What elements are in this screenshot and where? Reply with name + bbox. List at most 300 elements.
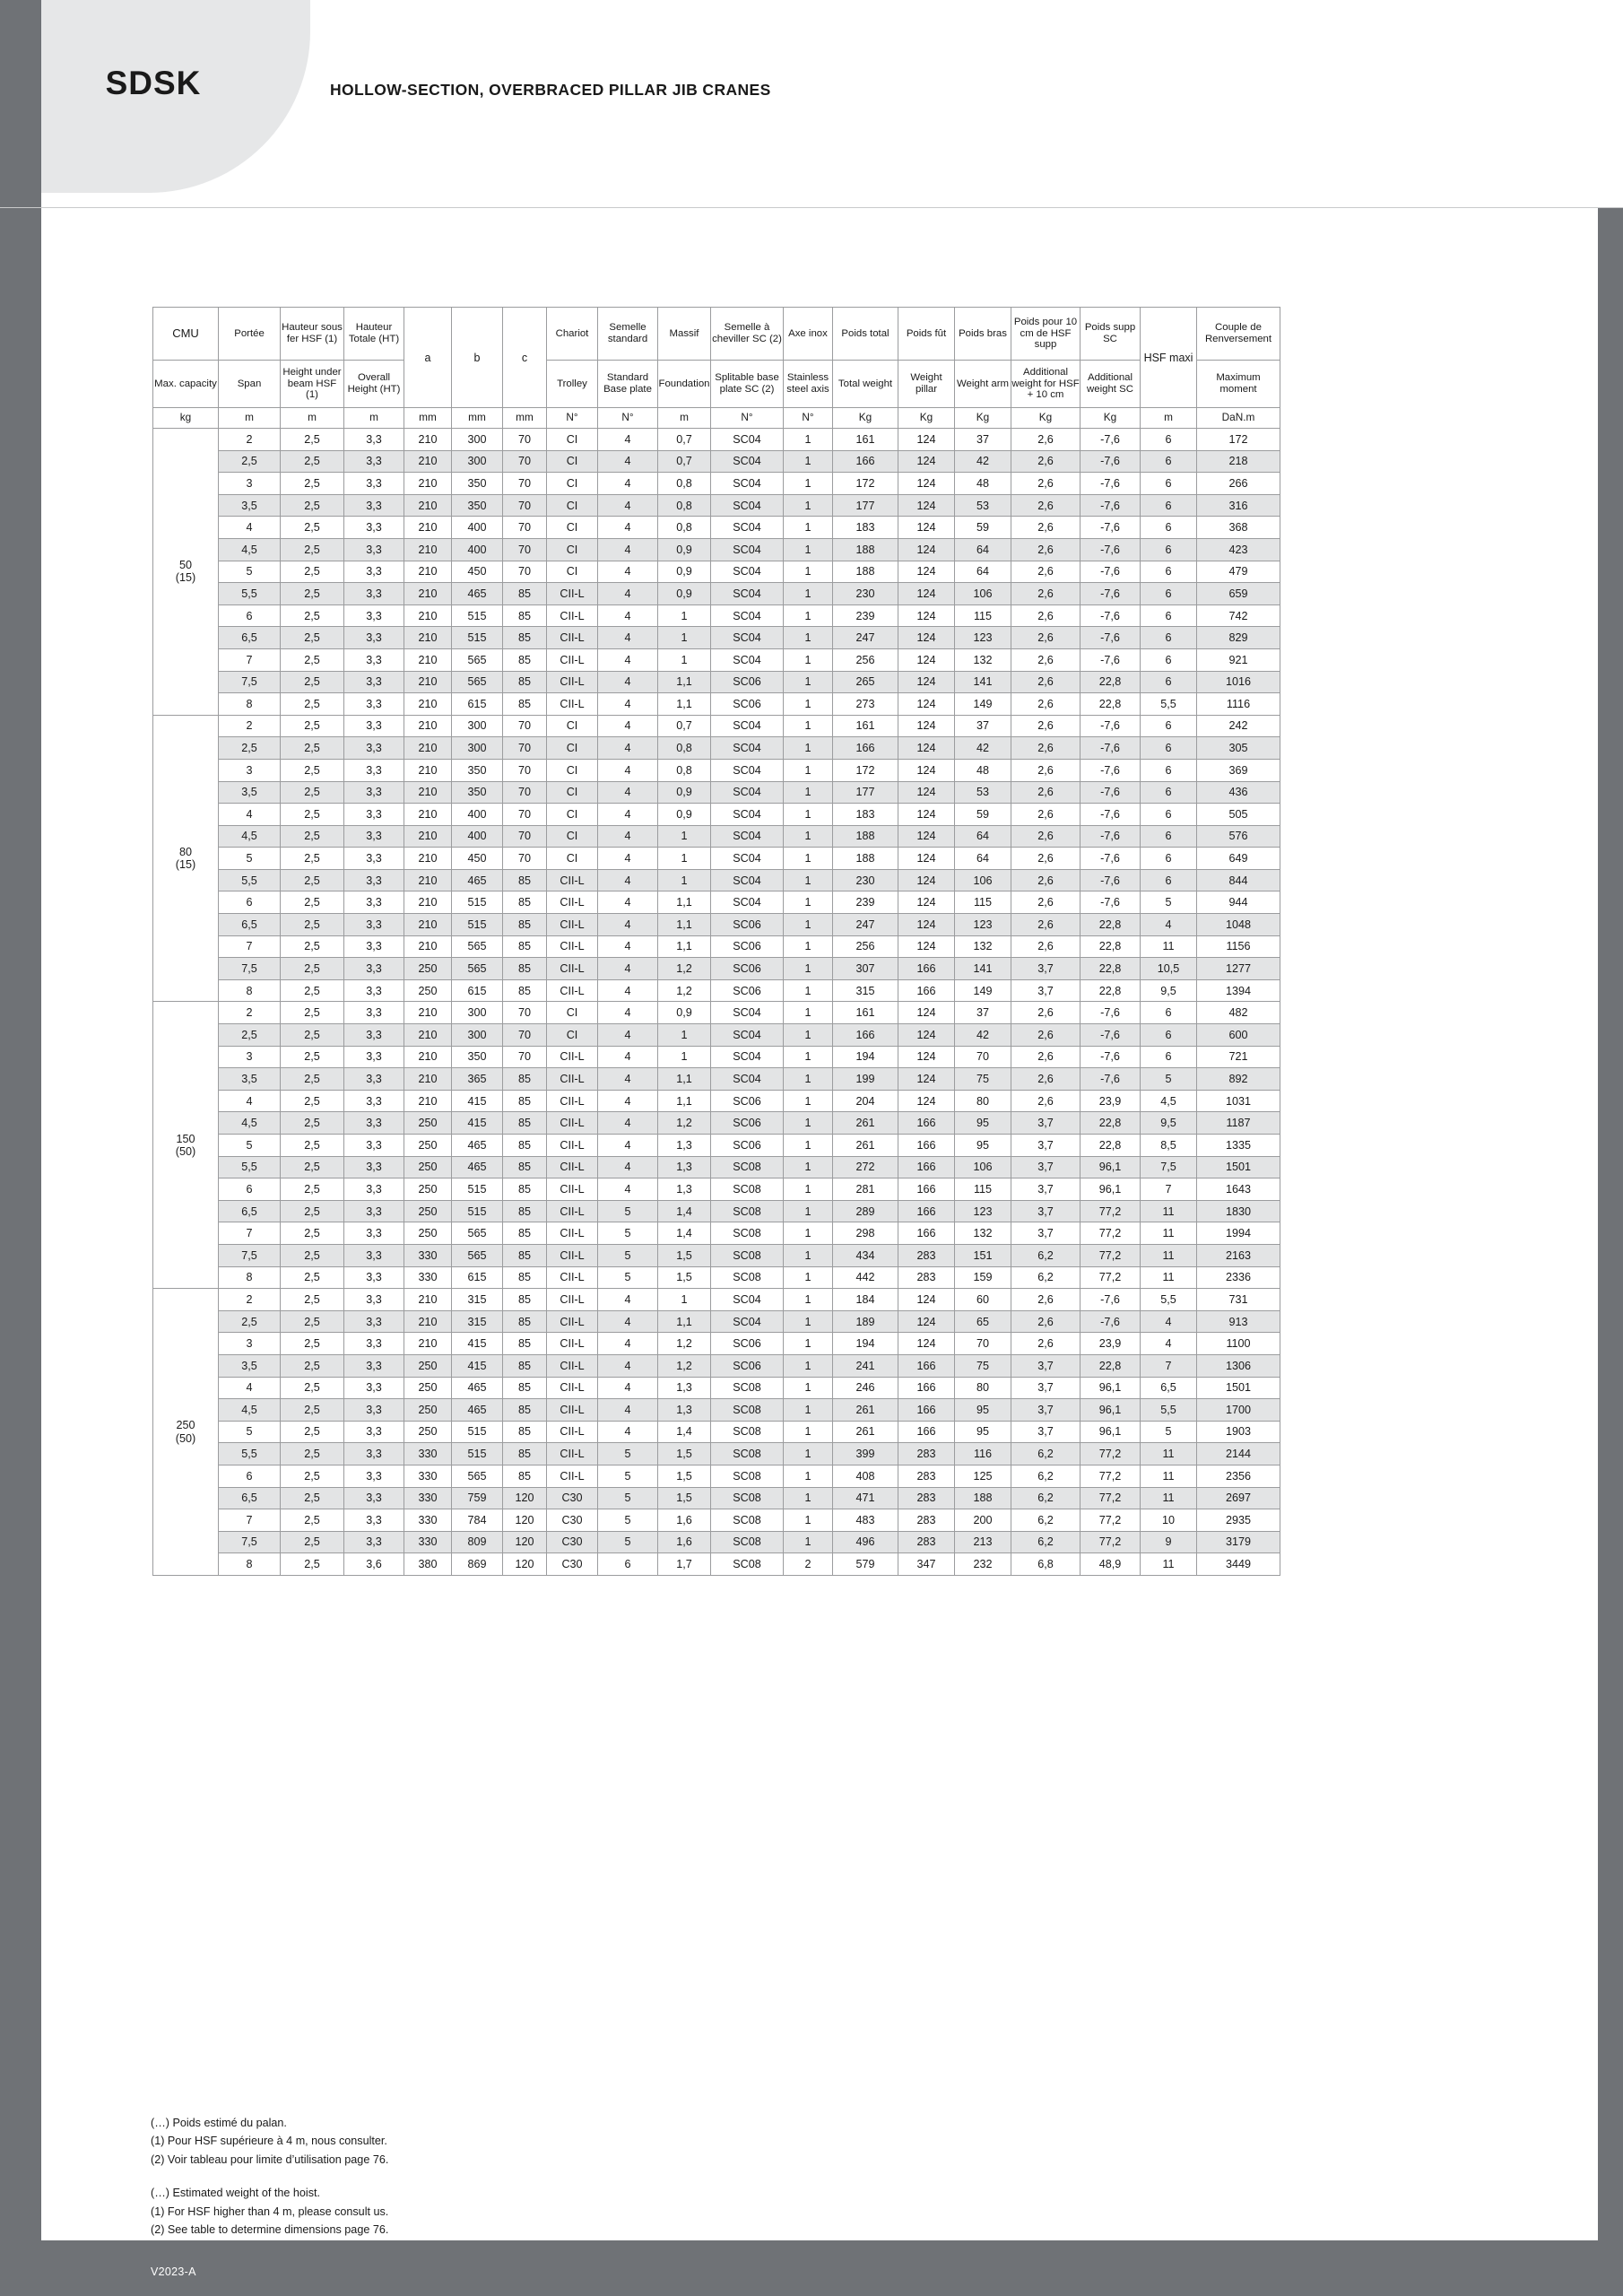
cell-additional-weight-hsf: 3,7 [1011, 1222, 1081, 1245]
cell-total-weight: 188 [833, 825, 898, 848]
cell-base-plate: 4 [598, 759, 658, 781]
cell-weight-arm: 95 [955, 1112, 1011, 1135]
cell-trolley: CII-L [547, 958, 598, 980]
cell-total-weight: 166 [833, 450, 898, 473]
version-label: V2023-A [151, 2266, 196, 2278]
cell-c: 85 [503, 1289, 547, 1311]
cell-span: 4 [219, 1377, 281, 1399]
cell-b: 515 [452, 1421, 503, 1443]
cell-maximum-moment: 1277 [1197, 958, 1280, 980]
cell-maximum-moment: 1031 [1197, 1090, 1280, 1112]
cell-weight-arm: 115 [955, 891, 1011, 914]
cell-span: 6 [219, 1465, 281, 1487]
cell-hsf-maxi: 4 [1141, 1310, 1197, 1333]
cell-a: 210 [404, 561, 452, 583]
cell-hsf-maxi: 8,5 [1141, 1135, 1197, 1157]
th-en-weight-arm: Weight arm [955, 361, 1011, 408]
cell-additional-weight-sc: -7,6 [1081, 1024, 1141, 1047]
cell-hsf: 2,5 [281, 494, 344, 517]
cell-foundation: 1,1 [658, 693, 711, 716]
cell-additional-weight-sc: -7,6 [1081, 450, 1141, 473]
cell-hsf-maxi: 5 [1141, 1421, 1197, 1443]
cell-span: 7 [219, 648, 281, 671]
cell-maximum-moment: 482 [1197, 1002, 1280, 1024]
table-row [153, 1399, 1280, 1422]
th-fr-semelle: Semelle standard [598, 308, 658, 361]
left-margin-bar [0, 208, 41, 2241]
cell-total-weight: 399 [833, 1443, 898, 1465]
cell-additional-weight-sc: -7,6 [1081, 825, 1141, 848]
cell-hsf-maxi: 11 [1141, 935, 1197, 958]
cell-overall-height: 3,3 [344, 1310, 404, 1333]
cell-weight-arm: 48 [955, 759, 1011, 781]
cell-hsf: 2,5 [281, 1310, 344, 1333]
cell-splitable-base-plate: SC06 [711, 1112, 784, 1135]
cell-base-plate: 4 [598, 604, 658, 627]
table-row [153, 869, 1280, 891]
cell-total-weight: 298 [833, 1222, 898, 1245]
cell-trolley: CI [547, 848, 598, 870]
cell-maximum-moment: 659 [1197, 583, 1280, 605]
cell-base-plate: 4 [598, 1289, 658, 1311]
cell-stainless-axis: 1 [784, 1443, 833, 1465]
cell-additional-weight-hsf: 2,6 [1011, 473, 1081, 495]
cell-maximum-moment: 1306 [1197, 1354, 1280, 1377]
cell-trolley: CI [547, 561, 598, 583]
cell-weight-pillar: 124 [898, 648, 955, 671]
cell-overall-height: 3,3 [344, 935, 404, 958]
cell-overall-height: 3,3 [344, 1178, 404, 1201]
cell-c: 85 [503, 1310, 547, 1333]
cell-hsf-maxi: 6,5 [1141, 1377, 1197, 1399]
table-row [153, 538, 1280, 561]
cell-hsf: 2,5 [281, 1178, 344, 1201]
cell-hsf-maxi: 6 [1141, 671, 1197, 693]
note-fr-0: (…) Poids estimé du palan. [151, 2117, 287, 2129]
cell-maximum-moment: 600 [1197, 1024, 1280, 1047]
unit-m-hsf: m [281, 408, 344, 429]
cell-span: 3,5 [219, 1068, 281, 1091]
table-row [153, 1266, 1280, 1289]
cell-base-plate: 6 [598, 1553, 658, 1576]
cell-weight-pillar: 124 [898, 914, 955, 936]
cell-additional-weight-sc: 22,8 [1081, 914, 1141, 936]
cell-maximum-moment: 2144 [1197, 1443, 1280, 1465]
cell-a: 210 [404, 1333, 452, 1355]
cell-trolley: CI [547, 737, 598, 760]
cell-weight-pillar: 283 [898, 1244, 955, 1266]
cell-total-weight: 194 [833, 1333, 898, 1355]
cell-additional-weight-hsf: 2,6 [1011, 429, 1081, 451]
cell-overall-height: 3,3 [344, 715, 404, 737]
cell-stainless-axis: 1 [784, 1090, 833, 1112]
cell-base-plate: 4 [598, 804, 658, 826]
cell-base-plate: 5 [598, 1465, 658, 1487]
cell-base-plate: 4 [598, 473, 658, 495]
header-row-en [153, 361, 1280, 408]
cell-hsf: 2,5 [281, 693, 344, 716]
cell-stainless-axis: 1 [784, 604, 833, 627]
unit-no-baseplate: N° [598, 408, 658, 429]
cell-foundation: 1 [658, 604, 711, 627]
capacity-group-label: 50 (15) [153, 429, 219, 716]
cell-hsf: 2,5 [281, 1421, 344, 1443]
cell-weight-pillar: 166 [898, 1156, 955, 1178]
cell-weight-pillar: 283 [898, 1487, 955, 1509]
table-row [153, 693, 1280, 716]
cell-hsf-maxi: 11 [1141, 1222, 1197, 1245]
cell-foundation: 1,5 [658, 1465, 711, 1487]
cell-additional-weight-hsf: 2,6 [1011, 1310, 1081, 1333]
cell-maximum-moment: 1156 [1197, 935, 1280, 958]
cell-hsf-maxi: 7,5 [1141, 1156, 1197, 1178]
cell-b: 615 [452, 979, 503, 1002]
cell-b: 515 [452, 891, 503, 914]
cell-weight-pillar: 124 [898, 1289, 955, 1311]
cell-overall-height: 3,3 [344, 1531, 404, 1553]
cell-additional-weight-sc: 22,8 [1081, 1354, 1141, 1377]
cell-maximum-moment: 892 [1197, 1068, 1280, 1091]
cell-weight-arm: 141 [955, 958, 1011, 980]
cell-additional-weight-hsf: 2,6 [1011, 914, 1081, 936]
cell-b: 615 [452, 1266, 503, 1289]
cell-hsf: 2,5 [281, 561, 344, 583]
cell-additional-weight-hsf: 2,6 [1011, 1046, 1081, 1068]
th-b: b [452, 308, 503, 408]
cell-stainless-axis: 1 [784, 737, 833, 760]
th-c: c [503, 308, 547, 408]
cell-a: 210 [404, 825, 452, 848]
cell-hsf: 2,5 [281, 429, 344, 451]
cell-splitable-base-plate: SC06 [711, 671, 784, 693]
cell-b: 450 [452, 561, 503, 583]
cell-trolley: CII-L [547, 1112, 598, 1135]
cell-additional-weight-sc: -7,6 [1081, 627, 1141, 649]
th-en-maximum-moment: Maximum moment [1197, 361, 1280, 408]
cell-additional-weight-sc: 22,8 [1081, 1135, 1141, 1157]
cell-trolley: CI [547, 1002, 598, 1024]
cell-c: 85 [503, 1135, 547, 1157]
cell-base-plate: 5 [598, 1443, 658, 1465]
cell-additional-weight-sc: -7,6 [1081, 429, 1141, 451]
cell-additional-weight-hsf: 3,7 [1011, 1377, 1081, 1399]
table-row [153, 1244, 1280, 1266]
cell-stainless-axis: 1 [784, 869, 833, 891]
cell-trolley: CII-L [547, 627, 598, 649]
cell-additional-weight-hsf: 2,6 [1011, 648, 1081, 671]
header-left-bar [0, 0, 41, 208]
cell-maximum-moment: 2697 [1197, 1487, 1280, 1509]
cell-total-weight: 188 [833, 538, 898, 561]
table-row [153, 1310, 1280, 1333]
cell-base-plate: 4 [598, 517, 658, 539]
cell-additional-weight-sc: -7,6 [1081, 473, 1141, 495]
th-en-span: Span [219, 361, 281, 408]
cell-base-plate: 4 [598, 561, 658, 583]
cell-foundation: 0,8 [658, 473, 711, 495]
cell-span: 5 [219, 1135, 281, 1157]
cell-trolley: CII-L [547, 1046, 598, 1068]
cell-c: 85 [503, 1200, 547, 1222]
cell-additional-weight-hsf: 2,6 [1011, 627, 1081, 649]
cell-total-weight: 261 [833, 1421, 898, 1443]
cell-c: 85 [503, 914, 547, 936]
cell-hsf: 2,5 [281, 1135, 344, 1157]
cell-span: 7,5 [219, 1244, 281, 1266]
table-row [153, 914, 1280, 936]
cell-additional-weight-sc: 96,1 [1081, 1156, 1141, 1178]
cell-additional-weight-sc: -7,6 [1081, 538, 1141, 561]
cell-foundation: 1,2 [658, 1333, 711, 1355]
cell-overall-height: 3,3 [344, 1266, 404, 1289]
cell-trolley: CII-L [547, 1465, 598, 1487]
cell-a: 250 [404, 1377, 452, 1399]
cell-additional-weight-sc: 22,8 [1081, 671, 1141, 693]
cell-weight-pillar: 124 [898, 450, 955, 473]
cell-stainless-axis: 1 [784, 1266, 833, 1289]
cell-splitable-base-plate: SC08 [711, 1443, 784, 1465]
cell-maximum-moment: 844 [1197, 869, 1280, 891]
cell-hsf-maxi: 4,5 [1141, 1090, 1197, 1112]
cell-trolley: CII-L [547, 1178, 598, 1201]
cell-additional-weight-hsf: 2,6 [1011, 494, 1081, 517]
table-row [153, 561, 1280, 583]
cell-stainless-axis: 1 [784, 1465, 833, 1487]
cell-span: 2,5 [219, 1310, 281, 1333]
unit-kg-sc: Kg [1081, 408, 1141, 429]
cell-c: 85 [503, 604, 547, 627]
cell-stainless-axis: 1 [784, 1222, 833, 1245]
cell-foundation: 1 [658, 1289, 711, 1311]
cell-hsf: 2,5 [281, 715, 344, 737]
table-row [153, 781, 1280, 804]
cell-trolley: C30 [547, 1553, 598, 1576]
cell-hsf: 2,5 [281, 958, 344, 980]
table-row [153, 1046, 1280, 1068]
cell-hsf-maxi: 6 [1141, 450, 1197, 473]
cell-span: 6 [219, 891, 281, 914]
cell-a: 210 [404, 1046, 452, 1068]
cell-splitable-base-plate: SC04 [711, 1024, 784, 1047]
cell-overall-height: 3,3 [344, 759, 404, 781]
cell-c: 70 [503, 450, 547, 473]
cell-stainless-axis: 1 [784, 627, 833, 649]
cell-trolley: C30 [547, 1509, 598, 1532]
spec-table-wrapper [152, 307, 1280, 1576]
cell-c: 70 [503, 781, 547, 804]
cell-b: 350 [452, 473, 503, 495]
table-row [153, 979, 1280, 1002]
cell-c: 70 [503, 538, 547, 561]
th-en-trolley: Trolley [547, 361, 598, 408]
cell-weight-arm: 80 [955, 1377, 1011, 1399]
cell-c: 70 [503, 517, 547, 539]
cell-base-plate: 4 [598, 671, 658, 693]
cell-total-weight: 183 [833, 517, 898, 539]
cell-maximum-moment: 3179 [1197, 1531, 1280, 1553]
unit-kg: kg [153, 408, 219, 429]
cell-span: 5,5 [219, 869, 281, 891]
cell-span: 2 [219, 715, 281, 737]
cell-additional-weight-sc: -7,6 [1081, 583, 1141, 605]
cell-foundation: 0,8 [658, 494, 711, 517]
cell-splitable-base-plate: SC04 [711, 825, 784, 848]
cell-span: 6,5 [219, 914, 281, 936]
cell-trolley: C30 [547, 1487, 598, 1509]
cell-b: 415 [452, 1333, 503, 1355]
cell-foundation: 1,5 [658, 1266, 711, 1289]
cell-weight-arm: 149 [955, 979, 1011, 1002]
cell-additional-weight-sc: 22,8 [1081, 935, 1141, 958]
cell-c: 70 [503, 737, 547, 760]
cell-a: 210 [404, 583, 452, 605]
cell-maximum-moment: 3449 [1197, 1553, 1280, 1576]
cell-c: 85 [503, 1354, 547, 1377]
cell-hsf: 2,5 [281, 627, 344, 649]
cell-maximum-moment: 1100 [1197, 1333, 1280, 1355]
cell-a: 210 [404, 935, 452, 958]
cell-hsf-maxi: 11 [1141, 1487, 1197, 1509]
cell-additional-weight-sc: -7,6 [1081, 759, 1141, 781]
cell-foundation: 1,5 [658, 1244, 711, 1266]
cell-overall-height: 3,3 [344, 958, 404, 980]
cell-additional-weight-hsf: 3,7 [1011, 1156, 1081, 1178]
cell-overall-height: 3,3 [344, 1487, 404, 1509]
cell-overall-height: 3,3 [344, 1333, 404, 1355]
cell-total-weight: 230 [833, 869, 898, 891]
cell-hsf: 2,5 [281, 1068, 344, 1091]
cell-foundation: 1,1 [658, 914, 711, 936]
cell-c: 70 [503, 715, 547, 737]
cell-stainless-axis: 1 [784, 1112, 833, 1135]
cell-span: 3,5 [219, 781, 281, 804]
cell-weight-pillar: 124 [898, 604, 955, 627]
cell-b: 869 [452, 1553, 503, 1576]
cell-weight-arm: 106 [955, 1156, 1011, 1178]
cell-trolley: CII-L [547, 648, 598, 671]
table-row [153, 1289, 1280, 1311]
cell-stainless-axis: 1 [784, 891, 833, 914]
cell-maximum-moment: 649 [1197, 848, 1280, 870]
cell-a: 210 [404, 914, 452, 936]
cell-span: 3,5 [219, 494, 281, 517]
cell-total-weight: 161 [833, 715, 898, 737]
cell-additional-weight-hsf: 3,7 [1011, 1421, 1081, 1443]
cell-hsf-maxi: 9 [1141, 1531, 1197, 1553]
note-en-2: (2) See table to determine dimensions page 76. [151, 2222, 389, 2236]
cell-total-weight: 166 [833, 737, 898, 760]
cell-weight-pillar: 166 [898, 1354, 955, 1377]
cell-stainless-axis: 1 [784, 1333, 833, 1355]
cell-c: 85 [503, 1112, 547, 1135]
cell-splitable-base-plate: SC04 [711, 473, 784, 495]
cell-maximum-moment: 505 [1197, 804, 1280, 826]
cell-a: 250 [404, 1178, 452, 1201]
cell-weight-arm: 53 [955, 494, 1011, 517]
cell-base-plate: 4 [598, 1354, 658, 1377]
cell-span: 3,5 [219, 1354, 281, 1377]
cell-additional-weight-hsf: 3,7 [1011, 1200, 1081, 1222]
cell-b: 465 [452, 869, 503, 891]
table-row [153, 627, 1280, 649]
cell-weight-arm: 106 [955, 869, 1011, 891]
cell-hsf: 2,5 [281, 1002, 344, 1024]
cell-a: 250 [404, 1200, 452, 1222]
cell-weight-pillar: 124 [898, 1333, 955, 1355]
cell-total-weight: 408 [833, 1465, 898, 1487]
cell-base-plate: 4 [598, 869, 658, 891]
th-fr-portee: Portée [219, 308, 281, 361]
cell-foundation: 1,1 [658, 935, 711, 958]
cell-splitable-base-plate: SC04 [711, 648, 784, 671]
cell-stainless-axis: 2 [784, 1553, 833, 1576]
cell-trolley: CI [547, 450, 598, 473]
cell-stainless-axis: 1 [784, 914, 833, 936]
cell-additional-weight-hsf: 2,6 [1011, 538, 1081, 561]
cell-c: 85 [503, 1377, 547, 1399]
cell-a: 210 [404, 494, 452, 517]
cell-splitable-base-plate: SC08 [711, 1399, 784, 1422]
cell-weight-pillar: 283 [898, 1509, 955, 1532]
cell-additional-weight-sc: 77,2 [1081, 1465, 1141, 1487]
cell-hsf: 2,5 [281, 737, 344, 760]
th-fr-poids-fut: Poids fût [898, 308, 955, 361]
cell-hsf-maxi: 10,5 [1141, 958, 1197, 980]
th-fr-hsf: Hauteur sous fer HSF (1) [281, 308, 344, 361]
cell-overall-height: 3,3 [344, 450, 404, 473]
cell-additional-weight-sc: 22,8 [1081, 1112, 1141, 1135]
cell-span: 3 [219, 1333, 281, 1355]
th-en-additional-weight-sc: Additional weight SC [1081, 361, 1141, 408]
cell-maximum-moment: 1048 [1197, 914, 1280, 936]
cell-maximum-moment: 305 [1197, 737, 1280, 760]
cell-hsf-maxi: 6 [1141, 538, 1197, 561]
cell-additional-weight-hsf: 3,7 [1011, 1112, 1081, 1135]
cell-hsf: 2,5 [281, 583, 344, 605]
cell-stainless-axis: 1 [784, 1135, 833, 1157]
cell-splitable-base-plate: SC08 [711, 1156, 784, 1178]
cell-splitable-base-plate: SC04 [711, 450, 784, 473]
cell-weight-pillar: 124 [898, 848, 955, 870]
cell-total-weight: 307 [833, 958, 898, 980]
cell-overall-height: 3,3 [344, 914, 404, 936]
cell-trolley: CII-L [547, 1289, 598, 1311]
cell-maximum-moment: 2356 [1197, 1465, 1280, 1487]
cell-b: 450 [452, 848, 503, 870]
cell-additional-weight-hsf: 6,2 [1011, 1509, 1081, 1532]
cell-hsf: 2,5 [281, 648, 344, 671]
cell-base-plate: 4 [598, 1333, 658, 1355]
cell-foundation: 1,2 [658, 979, 711, 1002]
cell-base-plate: 4 [598, 450, 658, 473]
cell-span: 6,5 [219, 1200, 281, 1222]
cell-b: 400 [452, 517, 503, 539]
cell-overall-height: 3,3 [344, 1421, 404, 1443]
cell-a: 250 [404, 1222, 452, 1245]
cell-base-plate: 4 [598, 958, 658, 980]
cell-base-plate: 4 [598, 715, 658, 737]
cell-overall-height: 3,3 [344, 1135, 404, 1157]
cell-hsf: 2,5 [281, 1377, 344, 1399]
cell-additional-weight-sc: 23,9 [1081, 1090, 1141, 1112]
cell-weight-pillar: 124 [898, 561, 955, 583]
unit-kg-10cm: Kg [1011, 408, 1081, 429]
cell-overall-height: 3,3 [344, 494, 404, 517]
cell-stainless-axis: 1 [784, 1244, 833, 1266]
cell-foundation: 1,5 [658, 1443, 711, 1465]
cell-overall-height: 3,3 [344, 538, 404, 561]
note-fr-1: (1) Pour HSF supérieure à 4 m, nous consulter. [151, 2135, 387, 2148]
